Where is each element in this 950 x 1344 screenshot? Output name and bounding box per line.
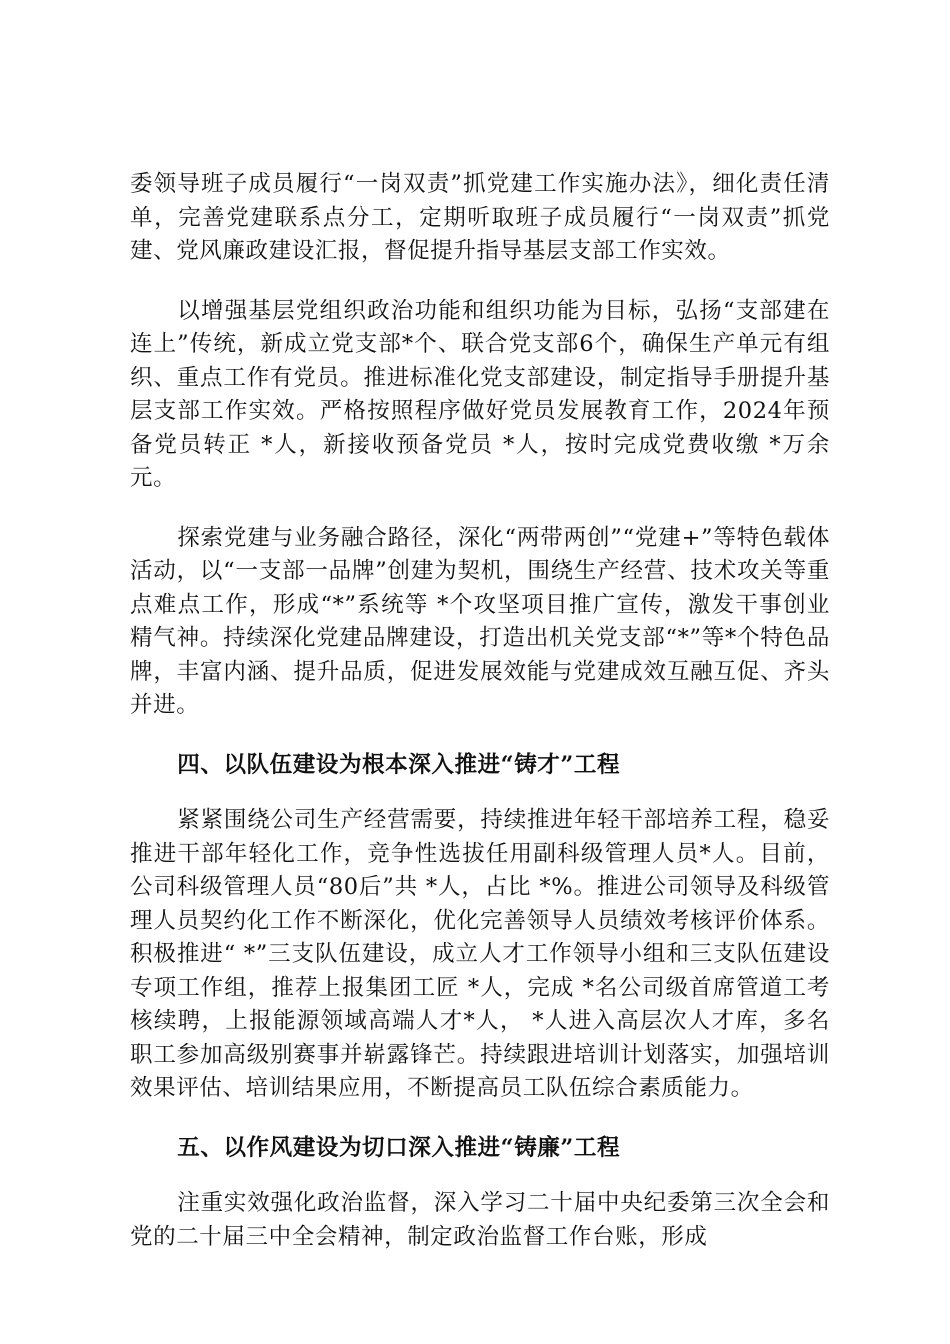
paragraph-leadership-responsibility: 委领导班子成员履行“一岗双责”抓党建工作实施办法》，细化责任清单，完善党建联系点分工，定期听取班子成员履行“一岗双责”抓党建、党风廉政建设汇报，督促提升指导基层支部工作实效。 [130, 171, 830, 264]
paragraph-talent-building: 紧紧围绕公司生产经营需要，持续推进年轻干部培养工程，稳妥推进干部年轻化工作，竞争性选拔任用副科级管理人员*人。目前，公司科级管理人员“80后”共 *人，占比 *%。推进公司领导及科级管理人员契约化工作不断深化，优化完善领导人员绩效考核评价体系。积极推进“ *”三支队伍建设，成立人才工作领导小组和三支队伍建设专项工作组，推荐上报集团工匠 *人，完成 *名公司级首席管道工考核续聘，上报能源领域高端人才*人， *人进入高层次人才库，多名职工参加高级别赛事并崭露锋芒。持续跟进培训计划落实，加强培训效果评估、培训结果应用，不断提高员工队伍综合素质能力。 [130, 807, 830, 1101]
document-body [130, 168, 830, 1280]
paragraph-grassroots-organization: 以增强基层党组织政治功能和组织功能为目标，弘扬“支部建在连上”传统，新成立党支部*个、联合党支部6个，确保生产单元有组织、重点工作有党员。推进标准化党支部建设，制定指导手册提升基层支部工作实效。严格按照程序做好党员发展教育工作，2024年预备党员转正 *人，新接收预备党员 *人，按时完成党费收缴 *万余元。 [130, 297, 830, 491]
section-heading-integrity: 五、以作风建设为切口深入推进“铸廉”工程 [177, 1134, 621, 1161]
paragraph-party-business-integration: 探索党建与业务融合路径，深化“两带两创”“党建+”等特色载体活动，以“一支部一品牌”创建为契机，围绕生产经营、技术攻关等重点难点工作，形成“*”系统等 *个攻坚项目推广宣传，激发干事创业精气神。持续深化党建品牌建设，打造出机关党支部“*”等*个特色品牌，丰富内涵、提升品质，促进发展效能与党建成效互融互促、齐头并进。 [130, 524, 830, 718]
paragraph-political-supervision: 注重实效强化政治监督，深入学习二十届中央纪委第三次全会和党的二十届三中全会精神，制定政治监督工作台账，形成 [130, 1190, 830, 1250]
section-heading-talent: 四、以队伍建设为根本深入推进“铸才”工程 [177, 751, 621, 778]
